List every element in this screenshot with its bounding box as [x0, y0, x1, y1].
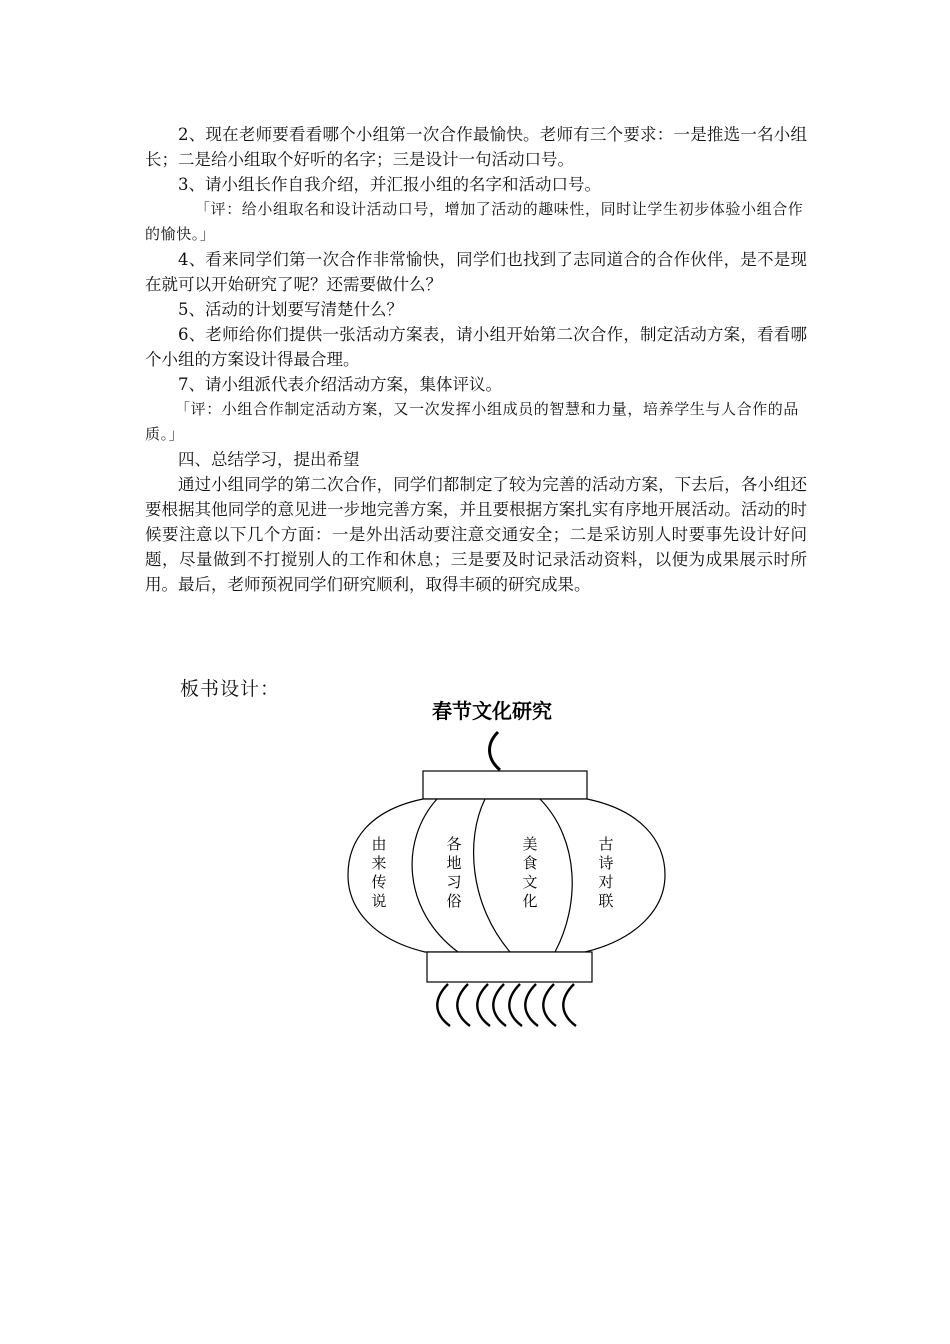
lantern-diagram	[330, 690, 690, 1040]
section-heading-summary: 四、总结学习，提出希望	[178, 450, 360, 469]
paragraph-step-6: 6、老师给你们提供一张活动方案表，请小组开始第二次合作，制定活动方案，看看哪个小组的方案设计得最合理。	[145, 325, 807, 369]
section-4-char: 诗	[598, 854, 614, 872]
section-1-char: 说	[371, 892, 387, 910]
paragraph-step-7: 7、请小组派代表介绍活动方案，集体评议。	[178, 375, 502, 394]
section-1-char: 由	[371, 835, 387, 853]
section-3-char: 化	[522, 892, 538, 910]
section-3-char: 美	[522, 835, 538, 853]
section-4-char: 联	[598, 892, 614, 910]
lantern-tassels	[437, 984, 576, 1026]
paragraph-step-2: 2、现在老师要看看哪个小组第一次合作最愉快。老师有三个要求：一是推选一名小组长；二是给小组取个好听的名字；三是设计一句活动口号。	[145, 125, 807, 169]
section-4-char: 古	[598, 835, 614, 853]
section-3-char: 食	[522, 854, 538, 872]
comment-2: 「评：小组合作制定活动方案，又一次发挥小组成员的智慧和力量，培养学生与人合作的品质。」	[145, 400, 800, 443]
lantern-svg	[330, 690, 690, 1040]
document-body	[145, 122, 807, 597]
section-1-char: 来	[371, 854, 387, 872]
board-design-label: 板书设计：	[180, 678, 281, 700]
section-2-char: 各	[446, 835, 462, 853]
section-2-char: 习	[446, 873, 462, 891]
lantern-bottom-cap	[427, 952, 592, 982]
lantern-top-cap	[423, 771, 587, 799]
lantern-body	[348, 799, 665, 952]
paragraph-step-4: 4、看来同学们第一次合作非常愉快，同学们也找到了志同道合的合作伙伴，是不是现在就可以开始研究了呢？还需要做什么？	[145, 250, 807, 294]
lantern-hook	[490, 732, 500, 770]
section-2-char: 地	[446, 854, 462, 872]
section-2-char: 俗	[446, 892, 462, 910]
section-3-char: 文	[522, 873, 538, 891]
section-1-char: 传	[371, 873, 387, 891]
paragraph-summary: 通过小组同学的第二次合作，同学们都制定了较为完善的活动方案，下去后，各小组还要根据其他同学的意见进一步地完善方案，并且要根据方案扎实有序地开展活动。活动的时候要注意以下几个方面：一是外出活动要注意交通安全；二是采访别人时要事先设计好问题，尽量做到不打搅别人的工作和休息；三是要及时记录活动资料，以便为成果展示时所用。最后，老师预祝同学们研究顺利，取得丰硕的研究成果。	[145, 475, 807, 594]
board-title: 春节文化研究	[432, 699, 552, 723]
comment-1: 「评：给小组取名和设计活动口号，增加了活动的趣味性，同时让学生初步体验小组合作的愉快。」	[145, 200, 804, 243]
paragraph-step-5: 5、活动的计划要写清楚什么？	[178, 300, 403, 319]
paragraph-step-3: 3、请小组长作自我介绍，并汇报小组的名字和活动口号。	[178, 175, 601, 194]
section-4-char: 对	[598, 873, 614, 891]
